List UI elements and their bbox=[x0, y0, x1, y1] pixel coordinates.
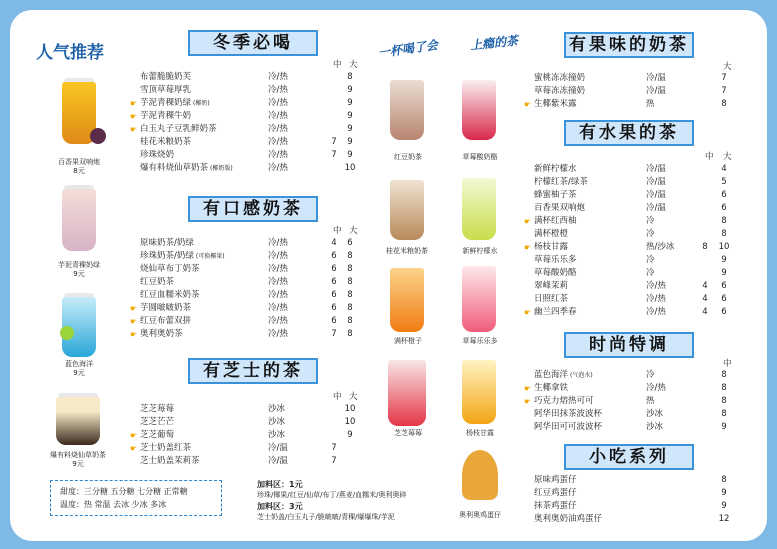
recommend-icon: ☛ bbox=[130, 330, 138, 339]
recommend-icon: ☛ bbox=[130, 125, 138, 134]
middle-pic-label: 芝芝莓莓 bbox=[394, 429, 422, 437]
menu-item-name: 红豆鸡蛋仔 bbox=[534, 488, 577, 498]
menu-item-name: 蜂蜜柚子茶 bbox=[534, 190, 577, 200]
slogan-part1: 一杯喝了会 bbox=[377, 37, 439, 61]
featured-2-price: 9元 bbox=[73, 270, 85, 278]
menu-item-mid-price: 6 bbox=[331, 251, 337, 261]
menu-item-name: 草莓冻冻撞奶 bbox=[534, 86, 586, 96]
menu-item-large-price: 8 bbox=[347, 72, 353, 82]
menu-item bbox=[140, 455, 370, 468]
menu-item-temperature: 冷/热 bbox=[646, 294, 666, 304]
menu-item-temperature: 冷/温 bbox=[646, 86, 666, 96]
menu-item-large-price: 9 bbox=[347, 85, 353, 95]
section-header-texture: 有口感奶茶 bbox=[188, 196, 318, 222]
menu-item-large-price: 4 bbox=[721, 164, 727, 174]
menu-item bbox=[140, 136, 370, 149]
menu-item-name: 红豆奶茶 bbox=[140, 277, 175, 287]
temperature-options: 温度：热 常温 去冰 少冰 多冰 bbox=[60, 500, 167, 509]
menu-item-large-price: 8 bbox=[721, 99, 727, 109]
menu-item-name: 蓝色海洋 (气泡水) bbox=[534, 370, 593, 380]
menu-item-temperature: 冷/温 bbox=[268, 456, 288, 466]
menu-item-name: 阿华田可可波波杯 bbox=[534, 422, 603, 432]
menu-item-name: 巧克力熔热可可 bbox=[534, 396, 594, 406]
menu-item-mid-price: 4 bbox=[702, 307, 708, 317]
menu-item-temperature: 冷/温 bbox=[646, 177, 666, 187]
menu-item-large-price: 6 bbox=[721, 190, 727, 200]
menu-item-temperature: 沙冰 bbox=[646, 422, 664, 432]
passionfruit-image bbox=[90, 128, 106, 144]
menu-item-mid-price: 4 bbox=[702, 294, 708, 304]
middle-pic-label: 奥利奥鸡蛋仔 bbox=[459, 511, 501, 519]
section-header-fashion: 时尚特调 bbox=[564, 332, 694, 358]
menu-item-large-price: 10 bbox=[344, 163, 356, 173]
menu-item-large-price: 8 bbox=[347, 316, 353, 326]
menu-item-name: 桂花米粮奶茶 bbox=[140, 137, 192, 147]
menu-item-name: 原味奶茶/奶绿 bbox=[140, 238, 194, 248]
recommend-icon: ☛ bbox=[524, 397, 532, 406]
menu-item bbox=[534, 72, 734, 85]
menu-item-name: 芋泥青稞牛奶 bbox=[140, 111, 192, 121]
menu-item bbox=[140, 149, 370, 162]
menu-item-note: (椰奶版) bbox=[210, 165, 233, 172]
menu-board bbox=[10, 10, 767, 541]
menu-item bbox=[140, 416, 370, 429]
menu-item-large-price: 8 bbox=[721, 475, 727, 485]
menu-item-note: (气泡水) bbox=[570, 372, 593, 379]
menu-item-temperature: 冷/热 bbox=[268, 316, 288, 326]
menu-item-mid-price: 4 bbox=[331, 238, 337, 248]
menu-item-temperature: 冷/热 bbox=[268, 329, 288, 339]
orange-cup-image bbox=[390, 268, 424, 332]
menu-item-temperature: 冷/温 bbox=[646, 73, 666, 83]
menu-item-large-price: 6 bbox=[721, 307, 727, 317]
menu-item-name: 珍珠奶茶/奶绿 (可换椰果) bbox=[140, 251, 225, 261]
menu-item-name: 生椰紫米露 bbox=[534, 99, 577, 109]
menu-item-name: 生椰拿铁 bbox=[534, 383, 569, 393]
menu-item bbox=[140, 289, 370, 302]
menu-item bbox=[534, 293, 734, 306]
recommend-icon: ☛ bbox=[130, 304, 138, 313]
menu-item bbox=[534, 474, 734, 487]
size-mid-header: 中 bbox=[705, 152, 714, 162]
menu-item-large-price: 9 bbox=[721, 501, 727, 511]
menu-item bbox=[130, 110, 370, 123]
menu-item-large-price: 9 bbox=[721, 488, 727, 498]
menu-item-temperature: 冷/热 bbox=[268, 85, 288, 95]
recommend-icon: ☛ bbox=[130, 99, 138, 108]
menu-item-large-price: 8 bbox=[721, 396, 727, 406]
menu-item-mid-price: 8 bbox=[702, 242, 708, 252]
menu-item bbox=[534, 408, 734, 421]
menu-item-name: 爆有料烧仙草奶茶 (椰奶版) bbox=[140, 163, 233, 173]
menu-item-name: 翠峰茉莉 bbox=[534, 281, 569, 291]
menu-item-large-price: 7 bbox=[721, 73, 727, 83]
menu-item-temperature: 沙冰 bbox=[646, 409, 664, 419]
menu-item-large-price: 8 bbox=[347, 290, 353, 300]
menu-item-name: 杨枝甘露 bbox=[534, 242, 569, 252]
grass-jelly-cup-image bbox=[56, 397, 100, 445]
mango-pomelo-cup-image bbox=[462, 360, 496, 424]
middle-pic-label: 杨枝甘露 bbox=[466, 429, 494, 437]
menu-item-large-price: 10 bbox=[344, 417, 356, 427]
menu-item-name: 满杯橙橙 bbox=[534, 229, 569, 239]
menu-item bbox=[534, 267, 734, 280]
menu-item-mid-price: 7 bbox=[331, 456, 337, 466]
menu-item bbox=[140, 263, 370, 276]
featured-3-price: 9元 bbox=[73, 369, 85, 377]
featured-3-name: 蓝色海洋 bbox=[65, 360, 93, 368]
menu-item-temperature: 冷 bbox=[646, 229, 655, 239]
menu-item bbox=[534, 85, 734, 98]
menu-item-temperature: 冷/热 bbox=[646, 383, 666, 393]
menu-item-temperature: 热 bbox=[646, 99, 655, 109]
menu-item bbox=[524, 382, 734, 395]
sweetness-options: 甜度：三分糖 五分糖 七分糖 正常糖 bbox=[60, 487, 188, 496]
menu-item-name: 烧仙草布丁奶茶 bbox=[140, 264, 200, 274]
menu-item-mid-price: 7 bbox=[331, 329, 337, 339]
menu-item bbox=[534, 280, 734, 293]
section-header-fruit-tea: 有水果的茶 bbox=[564, 120, 694, 146]
menu-item-temperature: 热 bbox=[646, 396, 655, 406]
menu-item-mid-price: 6 bbox=[331, 264, 337, 274]
menu-item-temperature: 冷 bbox=[646, 255, 655, 265]
menu-item-name: 芝士奶盖茉莉茶 bbox=[140, 456, 200, 466]
middle-pic-label: 草莓乐乐多 bbox=[462, 337, 498, 345]
menu-item-large-price: 9 bbox=[347, 150, 353, 160]
section-header-winter: 冬季必喝 bbox=[188, 30, 318, 56]
menu-item-temperature: 冷/热 bbox=[646, 281, 666, 291]
menu-item-name: 草莓酸奶酪 bbox=[534, 268, 577, 278]
recommend-icon: ☛ bbox=[524, 100, 532, 109]
recommend-icon: ☛ bbox=[130, 317, 138, 326]
menu-item-large-price: 9 bbox=[721, 422, 727, 432]
menu-item-name: 芝芝芒芒 bbox=[140, 417, 175, 427]
menu-item bbox=[534, 163, 734, 176]
menu-item bbox=[130, 328, 370, 341]
menu-item-temperature: 冷/热 bbox=[268, 264, 288, 274]
cheese-strawberry-cup-image bbox=[388, 360, 426, 426]
popular-title: 人气推荐 bbox=[36, 43, 104, 63]
menu-item bbox=[524, 215, 734, 228]
lemon-cup-image bbox=[462, 178, 496, 240]
size-large-header: 大 bbox=[349, 392, 358, 402]
addon-2-title: 加料区：3元 bbox=[257, 502, 303, 511]
menu-item bbox=[534, 513, 734, 526]
menu-item-temperature: 冷/热 bbox=[268, 124, 288, 134]
recommend-icon: ☛ bbox=[524, 243, 532, 252]
section-header-fruit-milk-tea: 有果味的奶茶 bbox=[564, 32, 694, 58]
menu-item bbox=[130, 315, 370, 328]
menu-item-temperature: 沙冰 bbox=[268, 417, 286, 427]
addon-1-title: 加料区：1元 bbox=[257, 480, 303, 489]
menu-item bbox=[534, 369, 734, 382]
lime-slice-image bbox=[60, 326, 74, 340]
menu-item-note: (可换椰果) bbox=[195, 253, 225, 260]
menu-item-name: 珍珠烧奶 bbox=[140, 150, 175, 160]
menu-item-temperature: 冷/热 bbox=[268, 72, 288, 82]
menu-item-large-price: 9 bbox=[721, 255, 727, 265]
menu-item-temperature: 冷 bbox=[646, 370, 655, 380]
featured-1-name: 百香果双响炮 bbox=[58, 158, 100, 166]
menu-item-large-price: 8 bbox=[347, 277, 353, 287]
menu-item-mid-price: 6 bbox=[331, 303, 337, 313]
menu-item-name: 抹茶鸡蛋仔 bbox=[534, 501, 577, 511]
strawberry-yakult-cup-image bbox=[462, 266, 496, 332]
size-large-header: 大 bbox=[349, 226, 358, 236]
size-mid-header: 中 bbox=[333, 60, 342, 70]
menu-item bbox=[140, 276, 370, 289]
menu-item-temperature: 冷/热 bbox=[268, 137, 288, 147]
menu-item-temperature: 沙冰 bbox=[268, 430, 286, 440]
menu-item-mid-price: 6 bbox=[331, 277, 337, 287]
featured-2-name: 芋泥青稞奶绿 bbox=[58, 261, 100, 269]
menu-item-name: 阿华田抹茶波波杯 bbox=[534, 409, 603, 419]
menu-item-temperature: 冷/温 bbox=[646, 203, 666, 213]
menu-item-temperature: 冷/热 bbox=[646, 307, 666, 317]
menu-item-large-price: 9 bbox=[347, 430, 353, 440]
menu-item-name: 草莓乐乐多 bbox=[534, 255, 577, 265]
menu-item-large-price: 9 bbox=[721, 268, 727, 278]
size-mid-header: 中 bbox=[333, 392, 342, 402]
menu-item-temperature: 冷 bbox=[646, 216, 655, 226]
menu-item-temperature: 冷 bbox=[646, 268, 655, 278]
menu-item bbox=[534, 254, 734, 267]
recommend-icon: ☛ bbox=[524, 384, 532, 393]
menu-item-large-price: 6 bbox=[721, 294, 727, 304]
menu-item bbox=[130, 302, 370, 315]
menu-item-name: 原味鸡蛋仔 bbox=[534, 475, 577, 485]
menu-item-name: 日照红茶 bbox=[534, 294, 569, 304]
menu-item bbox=[534, 202, 734, 215]
menu-item-temperature: 冷/热 bbox=[268, 290, 288, 300]
menu-item-mid-price: 6 bbox=[331, 290, 337, 300]
menu-item-note: (椰奶) bbox=[193, 100, 210, 107]
menu-item-large-price: 9 bbox=[347, 124, 353, 134]
menu-item-large-price: 8 bbox=[347, 264, 353, 274]
slogan-part2: 上瘾的茶 bbox=[469, 33, 519, 53]
menu-item-temperature: 冷/热 bbox=[268, 98, 288, 108]
menu-item bbox=[524, 241, 734, 254]
menu-item-temperature: 冷/热 bbox=[268, 251, 288, 261]
menu-item-name: 蜜桃冻冻撞奶 bbox=[534, 73, 586, 83]
menu-item-mid-price: 6 bbox=[331, 316, 337, 326]
menu-item-name: 芝芝葡萄 bbox=[140, 430, 175, 440]
menu-item-large-price: 6 bbox=[721, 203, 727, 213]
red-bean-cup-image bbox=[390, 80, 424, 140]
menu-item-name: 雪顶草莓厚乳 bbox=[140, 85, 192, 95]
menu-item-name: 百香果双响炮 bbox=[534, 203, 586, 213]
menu-item-large-price: 8 bbox=[721, 409, 727, 419]
featured-1-price: 8元 bbox=[73, 167, 85, 175]
menu-item-large-price: 8 bbox=[347, 251, 353, 261]
menu-item-temperature: 沙冰 bbox=[268, 404, 286, 414]
recommend-icon: ☛ bbox=[130, 444, 138, 453]
menu-item-large-price: 9 bbox=[347, 111, 353, 121]
menu-item-large-price: 7 bbox=[721, 86, 727, 96]
menu-item bbox=[130, 429, 370, 442]
menu-item-name: 奥利奥奶油鸡蛋仔 bbox=[534, 514, 603, 524]
middle-pic-label: 红豆奶茶 bbox=[394, 153, 422, 161]
middle-pic-label: 满杯橙子 bbox=[394, 337, 422, 345]
menu-item bbox=[524, 395, 734, 408]
menu-item-mid-price: 7 bbox=[331, 137, 337, 147]
featured-4-price: 9元 bbox=[72, 460, 84, 468]
menu-item-large-price: 8 bbox=[721, 383, 727, 393]
menu-item-large-price: 8 bbox=[721, 229, 727, 239]
menu-item bbox=[534, 487, 734, 500]
featured-4-name: 爆有料烧仙草奶茶 bbox=[50, 451, 106, 459]
size-large-header: 大 bbox=[349, 60, 358, 70]
menu-item-temperature: 冷/热 bbox=[268, 303, 288, 313]
menu-item-mid-price: 7 bbox=[331, 443, 337, 453]
menu-item-name: 奥利奥奶茶 bbox=[140, 329, 183, 339]
menu-item-large-price: 8 bbox=[721, 370, 727, 380]
menu-item-large-price: 6 bbox=[721, 281, 727, 291]
menu-item-temperature: 冷/热 bbox=[268, 277, 288, 287]
middle-pic-label: 草莓酸奶酪 bbox=[462, 153, 498, 161]
middle-pic-label: 新鲜柠檬水 bbox=[462, 247, 498, 255]
menu-item-temperature: 冷/热 bbox=[268, 238, 288, 248]
menu-item-temperature: 冷/温 bbox=[268, 443, 288, 453]
menu-item-name: 芝士奶盖红茶 bbox=[140, 443, 192, 453]
menu-item-large-price: 10 bbox=[344, 404, 356, 414]
menu-item bbox=[140, 71, 370, 84]
size-mid-header: 中 bbox=[723, 359, 732, 369]
menu-item-temperature: 热/沙冰 bbox=[646, 242, 675, 252]
addon-2-list: 芝士奶盖/白玉丸子/脆啵啵/青稞/爆爆珠/芋泥 bbox=[257, 513, 395, 521]
menu-item-name: 新鲜柠檬水 bbox=[534, 164, 577, 174]
taro-cup-image bbox=[62, 189, 96, 251]
menu-item-name: 红豆布蕾双拼 bbox=[140, 316, 192, 326]
menu-item-large-price: 8 bbox=[721, 216, 727, 226]
recommend-icon: ☛ bbox=[130, 431, 138, 440]
section-header-cheese: 有芝士的茶 bbox=[188, 358, 318, 384]
menu-item-temperature: 冷/热 bbox=[268, 150, 288, 160]
menu-item bbox=[130, 97, 370, 110]
menu-item-name: 白玉丸子豆乳鲜奶茶 bbox=[140, 124, 217, 134]
menu-item bbox=[140, 237, 370, 250]
menu-item-temperature: 冷/热 bbox=[268, 111, 288, 121]
menu-item bbox=[534, 500, 734, 513]
menu-item-temperature: 冷/热 bbox=[268, 163, 288, 173]
strawberry-yogurt-cup-image bbox=[462, 80, 496, 140]
menu-item bbox=[140, 162, 370, 175]
menu-item bbox=[534, 189, 734, 202]
egg-waffle-image bbox=[462, 450, 498, 500]
section-header-snack: 小吃系列 bbox=[564, 444, 694, 470]
menu-item-temperature: 冷/温 bbox=[646, 164, 666, 174]
recommend-icon: ☛ bbox=[524, 217, 532, 226]
menu-item-name: 幽兰四季春 bbox=[534, 307, 577, 317]
menu-item-name: 布蕾脆脆奶芙 bbox=[140, 72, 192, 82]
menu-item-large-price: 8 bbox=[347, 303, 353, 313]
menu-item bbox=[534, 228, 734, 241]
menu-item-large-price: 6 bbox=[347, 238, 353, 248]
size-large-header: 大 bbox=[723, 62, 732, 72]
menu-item-name: 柠檬红茶/绿茶 bbox=[534, 177, 588, 187]
menu-item bbox=[130, 442, 370, 455]
menu-item-name: 芋圆啵啵奶茶 bbox=[140, 303, 192, 313]
menu-item bbox=[140, 84, 370, 97]
menu-item-large-price: 12 bbox=[718, 514, 730, 524]
menu-item-large-price: 5 bbox=[721, 177, 727, 187]
menu-item-mid-price: 4 bbox=[702, 281, 708, 291]
menu-item-name: 芝芝莓莓 bbox=[140, 404, 175, 414]
menu-item bbox=[140, 250, 370, 263]
menu-item-large-price: 9 bbox=[347, 98, 353, 108]
menu-item bbox=[534, 176, 734, 189]
menu-item bbox=[130, 123, 370, 136]
size-large-header: 大 bbox=[723, 152, 732, 162]
menu-item-large-price: 9 bbox=[347, 137, 353, 147]
menu-item-name: 红豆血糯米奶茶 bbox=[140, 290, 200, 300]
menu-item-name: 满杯红西柚 bbox=[534, 216, 577, 226]
menu-item-mid-price: 7 bbox=[331, 150, 337, 160]
menu-item-large-price: 10 bbox=[718, 242, 730, 252]
osmanthus-cup-image bbox=[390, 180, 424, 240]
menu-item-large-price: 8 bbox=[347, 329, 353, 339]
recommend-icon: ☛ bbox=[130, 112, 138, 121]
menu-item-temperature: 冷/温 bbox=[646, 190, 666, 200]
menu-item bbox=[140, 403, 370, 416]
menu-item bbox=[524, 98, 734, 111]
menu-item-name: 芋泥青稞奶绿 (椰奶) bbox=[140, 98, 210, 108]
middle-pic-label: 桂花米粮奶茶 bbox=[386, 247, 428, 255]
size-mid-header: 中 bbox=[333, 226, 342, 236]
addon-1-list: 珍珠/椰果/红豆/仙草/布丁/燕麦/血糯米/奥利奥碎 bbox=[257, 491, 407, 499]
menu-item bbox=[534, 421, 734, 434]
recommend-icon: ☛ bbox=[524, 308, 532, 317]
menu-item bbox=[524, 306, 734, 319]
